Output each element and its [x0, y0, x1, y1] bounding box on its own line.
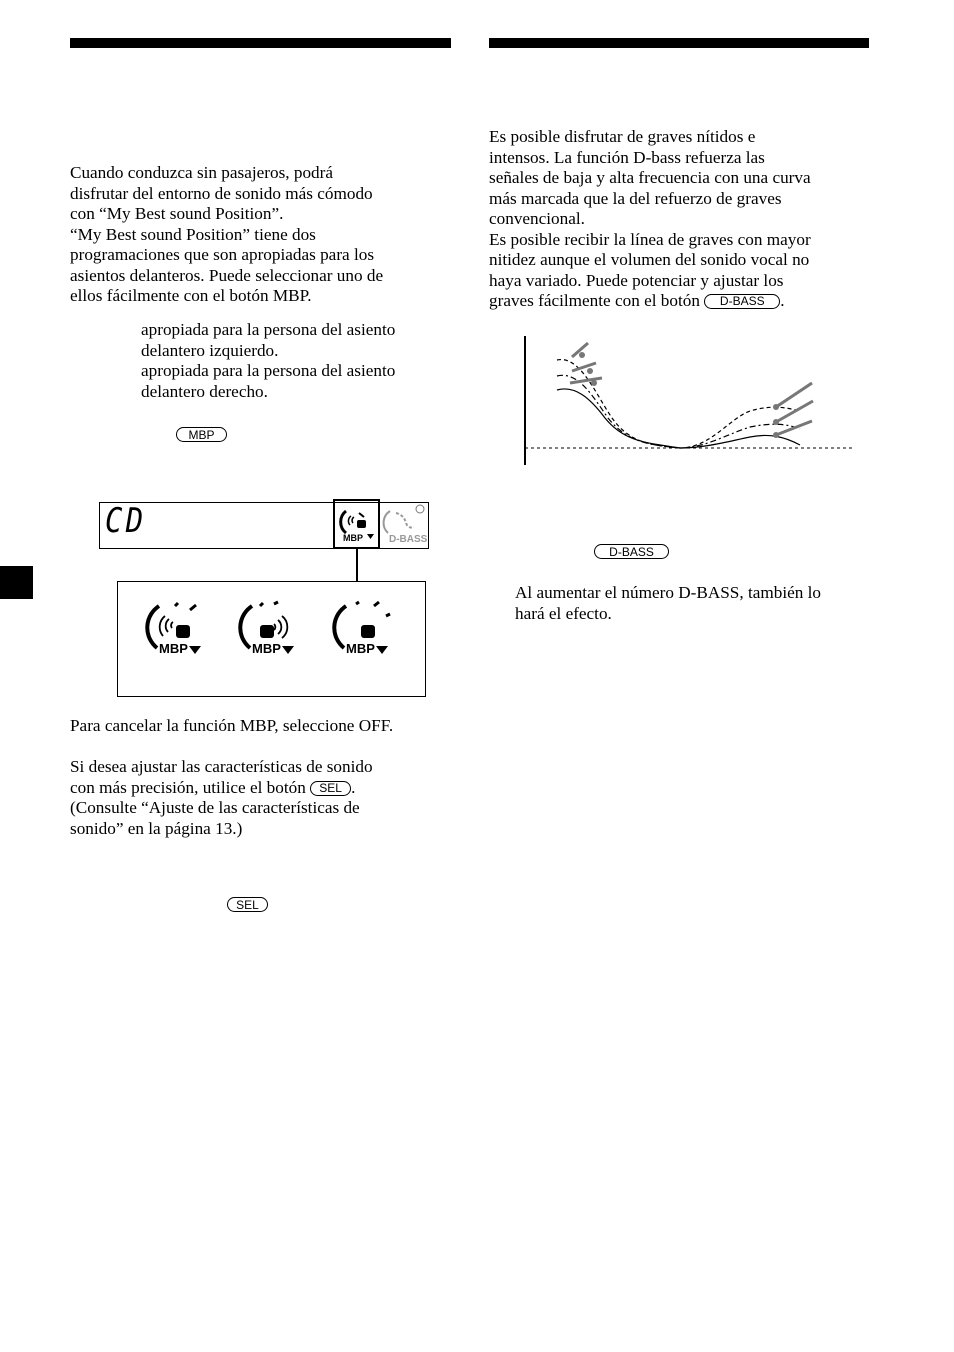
curve-point-high-3: [773, 404, 779, 410]
curve-marker-high-1: [776, 421, 812, 435]
mbp-item-right-seat: apropiada para la persona del asiento delantero derecho.: [141, 361, 396, 401]
section-tab-marker: [0, 566, 33, 599]
mbp-item-left-seat: apropiada para la persona del asiento delantero izquierdo.: [141, 320, 396, 360]
sel-inline-button[interactable]: SEL: [310, 781, 351, 796]
display-dbass-label: D-BASS: [389, 534, 428, 545]
sel-note: [70, 757, 455, 839]
sel-note-text-b: . (Consulte “Ajuste de las características de sonido” en la página 13.): [70, 777, 360, 838]
curve-point-low-2: [587, 368, 593, 374]
mbp-cancel-note: Para cancelar la función MBP, seleccione OFF.: [70, 716, 394, 735]
lcd-source-text: CD: [105, 501, 147, 541]
right-header-rule: [489, 38, 869, 48]
mbp-button[interactable]: MBP: [176, 427, 227, 442]
display-connector-line: [356, 549, 358, 581]
sel-note-text-a: Si desea ajustar las características de sonido con más precisión, utilice el botón: [70, 757, 373, 797]
curve-point-high-1: [773, 432, 779, 438]
curve-level-2: [557, 375, 800, 448]
sel-button[interactable]: SEL: [227, 897, 268, 912]
dbass-intro-text: [489, 127, 879, 312]
option-left-label: MBP: [159, 641, 188, 656]
curve-point-high-2: [773, 419, 779, 425]
option-off-label: MBP: [346, 641, 375, 656]
option-right-label: MBP: [252, 641, 281, 656]
dbass-intro-text-b: .: [780, 291, 785, 310]
display-mbp-label: MBP: [343, 533, 363, 543]
dbass-button[interactable]: D-BASS: [594, 544, 669, 559]
mbp-intro-text: Cuando conduzca sin pasajeros, podrá disfrutar del entorno de sonido más cómodo con “My Best sound Position”. “My Best sound Position” tiene dos programaciones que son apropiadas para los asientos delanteros. Puede seleccionar uno de ellos fácilmente con el botón MBP.: [70, 163, 384, 305]
left-header-rule: [70, 38, 451, 48]
dbass-intro-text-a: Es posible disfrutar de graves nítidos e intensos. La función D-bass refuerza las señales de baja y alta frecuencia con una curva más marcada que la del refuerzo de graves convencional. Es posible recibir la línea de graves con mayor nitidez aunque el volumen del sonido vocal no haya variado. Puede potenciar y ajustar los graves fácilmente con el botón: [489, 127, 811, 310]
curve-point-low-3: [579, 352, 585, 358]
dbass-increase-note: Al aumentar el número D-BASS, también lo hará el efecto.: [515, 583, 821, 623]
curve-point-low-1: [591, 380, 597, 386]
dbass-response-curve-diagram: [520, 333, 860, 468]
dbass-inline-button[interactable]: D-BASS: [704, 294, 780, 309]
